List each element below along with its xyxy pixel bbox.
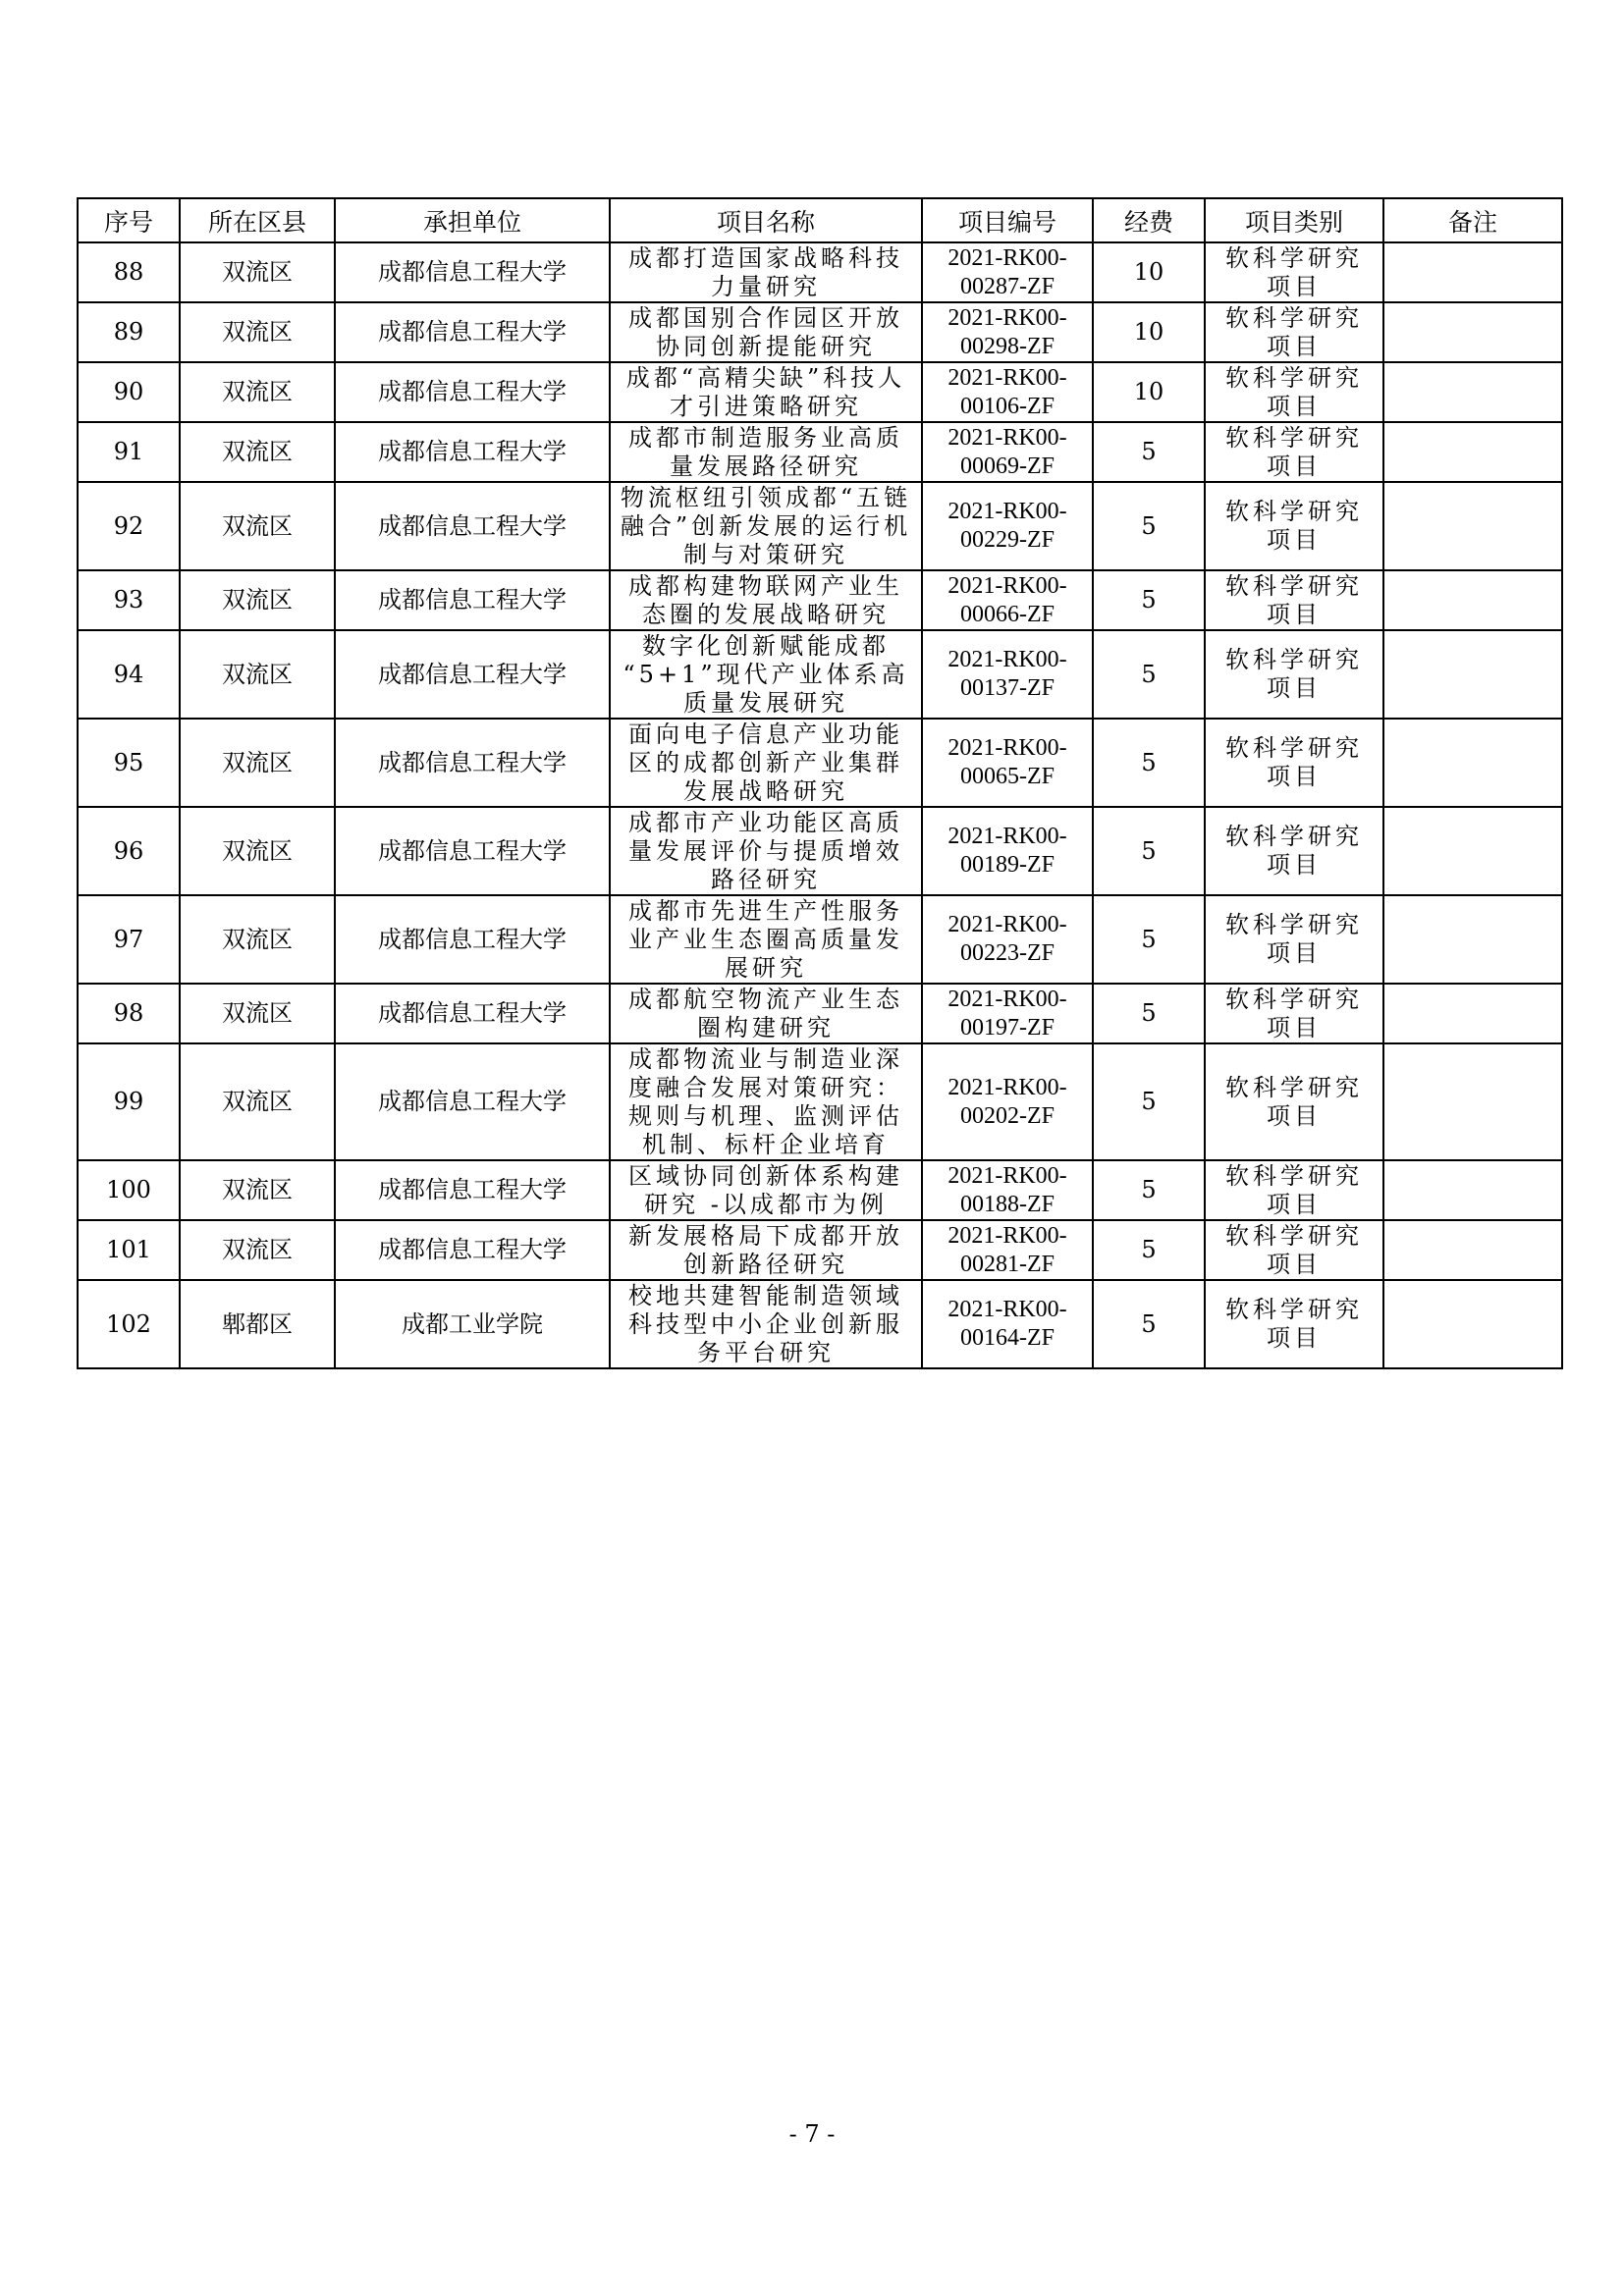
cell-category [1205, 807, 1383, 895]
cell-funds: 5 [1093, 984, 1205, 1043]
cell-project-code-line: 00197-ZF [960, 1014, 1055, 1041]
cell-project-name-line: 创新路径研究 [683, 1250, 848, 1278]
cell-category-line: 项目 [1267, 392, 1322, 420]
cell-notes [1383, 895, 1562, 984]
cell-district: 双流区 [180, 1043, 335, 1160]
cell-project-code-line: 00164-ZF [960, 1325, 1055, 1351]
cell-notes [1383, 482, 1562, 570]
cell-category-line: 项目 [1267, 526, 1322, 554]
cell-project-name [610, 1160, 922, 1220]
cell-serial: 88 [78, 242, 180, 302]
table-body [78, 242, 1562, 1368]
cell-project-name [610, 630, 922, 719]
cell-project-name-line: 成都市制造服务业高质 [628, 423, 903, 452]
cell-category-line: 项目 [1267, 939, 1322, 967]
cell-unit: 成都信息工程大学 [335, 1160, 610, 1220]
cell-project-name-line: 科技型中小企业创新服 [628, 1309, 903, 1338]
table-row [78, 1043, 1562, 1160]
cell-project-code-line: 2021-RK00- [947, 304, 1067, 331]
cell-project-code [922, 1043, 1093, 1160]
table-row [78, 1220, 1562, 1280]
cell-project-name-line: 成都“高精尖缺”科技人 [625, 363, 906, 392]
cell-project-code [922, 482, 1093, 570]
cell-project-name [610, 1280, 922, 1368]
table-row [78, 482, 1562, 570]
cell-unit: 成都工业学院 [335, 1280, 610, 1368]
cell-category-line: 软科学研究 [1225, 1073, 1363, 1101]
cell-project-code-line: 2021-RK00- [947, 1162, 1067, 1189]
cell-unit: 成都信息工程大学 [335, 1043, 610, 1160]
header-funds: 经费 [1093, 198, 1205, 242]
cell-project-code-line: 00069-ZF [960, 453, 1055, 479]
cell-category [1205, 984, 1383, 1043]
cell-serial: 95 [78, 719, 180, 807]
cell-district: 双流区 [180, 1160, 335, 1220]
cell-category-line: 软科学研究 [1225, 498, 1363, 525]
cell-project-name-line: 圈构建研究 [697, 1013, 835, 1041]
cell-category-line: 软科学研究 [1225, 1221, 1363, 1250]
cell-project-code [922, 984, 1093, 1043]
cell-category-line: 软科学研究 [1225, 423, 1363, 452]
cell-project-code [922, 242, 1093, 302]
cell-project-name-line: 研究 -以成都市为例 [644, 1190, 888, 1218]
cell-category-line: 软科学研究 [1225, 734, 1363, 762]
cell-notes [1383, 1160, 1562, 1220]
cell-unit: 成都信息工程大学 [335, 895, 610, 984]
cell-category [1205, 482, 1383, 570]
cell-project-code-line: 00298-ZF [960, 333, 1055, 359]
cell-project-name-line: 发展战略研究 [683, 776, 848, 805]
header-serial: 序号 [78, 198, 180, 242]
header-project-code: 项目编号 [922, 198, 1093, 242]
cell-project-code-line: 2021-RK00- [947, 735, 1067, 761]
cell-project-code [922, 1220, 1093, 1280]
cell-project-code-line: 2021-RK00- [947, 986, 1067, 1012]
cell-funds: 10 [1093, 362, 1205, 422]
cell-serial: 91 [78, 422, 180, 482]
cell-notes [1383, 362, 1562, 422]
cell-project-name-line: 成都构建物联网产业生 [628, 571, 903, 600]
cell-project-name [610, 482, 922, 570]
cell-notes [1383, 719, 1562, 807]
cell-funds: 5 [1093, 807, 1205, 895]
cell-project-name [610, 719, 922, 807]
cell-project-code [922, 422, 1093, 482]
table-row [78, 422, 1562, 482]
cell-serial: 97 [78, 895, 180, 984]
cell-project-code-line: 00137-ZF [960, 675, 1055, 701]
cell-project-name-line: 度融合发展对策研究： [628, 1073, 903, 1101]
cell-category-line: 项目 [1267, 851, 1322, 879]
cell-category-line: 软科学研究 [1225, 363, 1363, 392]
cell-funds: 5 [1093, 1220, 1205, 1280]
cell-project-code-line: 2021-RK00- [947, 1074, 1067, 1100]
cell-category-line: 软科学研究 [1225, 1296, 1363, 1323]
cell-project-name-line: 数字化创新赋能成都 [642, 631, 890, 660]
cell-project-name-line: 面向电子信息产业功能 [628, 720, 903, 748]
cell-district: 双流区 [180, 570, 335, 630]
cell-project-name [610, 1043, 922, 1160]
cell-category-line: 项目 [1267, 1250, 1322, 1278]
cell-project-name-line: 成都物流业与制造业深 [628, 1044, 903, 1073]
cell-project-code-line: 2021-RK00- [947, 499, 1067, 524]
cell-funds: 5 [1093, 895, 1205, 984]
cell-project-name-line: 量发展评价与提质增效 [628, 836, 903, 865]
cell-project-code [922, 807, 1093, 895]
cell-project-code [922, 895, 1093, 984]
cell-category-line: 软科学研究 [1225, 571, 1363, 600]
cell-project-name-line: 力量研究 [711, 272, 821, 300]
cell-unit: 成都信息工程大学 [335, 1220, 610, 1280]
cell-project-name-line: 融合”创新发展的运行机 [620, 511, 912, 540]
cell-category-line: 项目 [1267, 674, 1322, 702]
cell-serial: 94 [78, 630, 180, 719]
cell-serial: 89 [78, 302, 180, 362]
cell-project-code-line: 2021-RK00- [947, 424, 1067, 451]
cell-project-name [610, 807, 922, 895]
table-row [78, 1160, 1562, 1220]
cell-project-code-line: 00106-ZF [960, 393, 1055, 419]
cell-funds: 5 [1093, 570, 1205, 630]
cell-category-line: 软科学研究 [1225, 303, 1363, 332]
cell-project-name [610, 895, 922, 984]
cell-district: 双流区 [180, 895, 335, 984]
cell-project-name [610, 1220, 922, 1280]
cell-district: 双流区 [180, 630, 335, 719]
table-row [78, 570, 1562, 630]
cell-category [1205, 302, 1383, 362]
cell-project-name-line: 区的成都创新产业集群 [628, 748, 903, 776]
cell-district: 双流区 [180, 362, 335, 422]
cell-project-code [922, 362, 1093, 422]
cell-project-name-line: 成都打造国家战略科技 [628, 243, 903, 272]
cell-unit: 成都信息工程大学 [335, 362, 610, 422]
cell-unit: 成都信息工程大学 [335, 242, 610, 302]
project-table [77, 197, 1563, 1369]
cell-category [1205, 719, 1383, 807]
cell-category [1205, 1160, 1383, 1220]
cell-category-line: 项目 [1267, 1190, 1322, 1218]
cell-project-code-line: 00065-ZF [960, 764, 1055, 789]
cell-serial: 93 [78, 570, 180, 630]
cell-project-name-line: 物流枢纽引领成都“五链 [620, 483, 912, 511]
cell-project-code-line: 2021-RK00- [947, 647, 1067, 672]
cell-serial: 101 [78, 1220, 180, 1280]
cell-category [1205, 362, 1383, 422]
cell-unit: 成都信息工程大学 [335, 630, 610, 719]
cell-project-name-line: 成都航空物流产业生态 [628, 985, 903, 1013]
cell-project-name-line: 校地共建智能制造领域 [628, 1281, 903, 1309]
cell-category [1205, 242, 1383, 302]
table-row [78, 719, 1562, 807]
cell-serial: 98 [78, 984, 180, 1043]
cell-district: 双流区 [180, 1220, 335, 1280]
cell-notes [1383, 1220, 1562, 1280]
cell-project-name-line: 成都国别合作园区开放 [628, 303, 903, 332]
cell-notes [1383, 984, 1562, 1043]
cell-category-line: 项目 [1267, 763, 1322, 790]
cell-project-code-line: 00188-ZF [960, 1191, 1055, 1217]
cell-project-code [922, 719, 1093, 807]
cell-project-code-line: 00281-ZF [960, 1251, 1055, 1277]
cell-category [1205, 570, 1383, 630]
cell-category-line: 软科学研究 [1225, 823, 1363, 850]
cell-project-name-line: 规则与机理、监测评估 [628, 1101, 903, 1130]
cell-notes [1383, 422, 1562, 482]
cell-project-name-line: 区域协同创新体系构建 [628, 1161, 903, 1190]
cell-category [1205, 1220, 1383, 1280]
cell-category [1205, 1043, 1383, 1160]
cell-category-line: 软科学研究 [1225, 243, 1363, 272]
cell-funds: 5 [1093, 482, 1205, 570]
cell-project-name-line: 新发展格局下成都开放 [628, 1221, 903, 1250]
cell-category-line: 项目 [1267, 1013, 1322, 1041]
cell-category-line: 项目 [1267, 600, 1322, 628]
cell-serial: 92 [78, 482, 180, 570]
cell-funds: 10 [1093, 242, 1205, 302]
cell-serial: 90 [78, 362, 180, 422]
cell-project-name-line: 态圈的发展战略研究 [642, 600, 890, 628]
cell-project-name-line: 成都市产业功能区高质 [628, 808, 903, 836]
cell-serial: 100 [78, 1160, 180, 1220]
cell-funds: 10 [1093, 302, 1205, 362]
table-row [78, 984, 1562, 1043]
cell-category-line: 软科学研究 [1225, 646, 1363, 673]
cell-project-code-line: 2021-RK00- [947, 572, 1067, 599]
cell-project-name [610, 242, 922, 302]
cell-district: 双流区 [180, 422, 335, 482]
cell-funds: 5 [1093, 422, 1205, 482]
header-unit: 承担单位 [335, 198, 610, 242]
cell-serial: 96 [78, 807, 180, 895]
table-row [78, 242, 1562, 302]
cell-project-code-line: 00066-ZF [960, 601, 1055, 627]
cell-project-name-line: 业产业生态圈高质量发 [628, 925, 903, 953]
cell-unit: 成都信息工程大学 [335, 807, 610, 895]
table-header-row [78, 198, 1562, 242]
cell-project-code-line: 2021-RK00- [947, 1222, 1067, 1249]
cell-project-name-line: 量发展路径研究 [670, 452, 862, 480]
cell-district: 郫都区 [180, 1280, 335, 1368]
cell-district: 双流区 [180, 719, 335, 807]
cell-notes [1383, 570, 1562, 630]
cell-category-line: 软科学研究 [1225, 985, 1363, 1013]
cell-project-code-line: 2021-RK00- [947, 1297, 1067, 1322]
cell-project-code [922, 302, 1093, 362]
cell-unit: 成都信息工程大学 [335, 570, 610, 630]
cell-project-name-line: 机制、标杆企业培育 [642, 1130, 890, 1158]
table-row [78, 362, 1562, 422]
cell-category-line: 项目 [1267, 1101, 1322, 1130]
cell-project-code [922, 1280, 1093, 1368]
cell-notes [1383, 807, 1562, 895]
cell-serial: 99 [78, 1043, 180, 1160]
cell-project-name [610, 422, 922, 482]
cell-funds: 5 [1093, 1280, 1205, 1368]
cell-notes [1383, 1043, 1562, 1160]
cell-category [1205, 630, 1383, 719]
cell-funds: 5 [1093, 630, 1205, 719]
cell-district: 双流区 [180, 984, 335, 1043]
cell-funds: 5 [1093, 719, 1205, 807]
page-number: - 7 - [788, 2120, 836, 2148]
header-category: 项目类别 [1205, 198, 1383, 242]
cell-serial: 102 [78, 1280, 180, 1368]
cell-project-name-line: 才引进策略研究 [670, 392, 862, 420]
table-row [78, 302, 1562, 362]
cell-unit: 成都信息工程大学 [335, 482, 610, 570]
cell-project-code-line: 00202-ZF [960, 1102, 1055, 1129]
header-notes: 备注 [1383, 198, 1562, 242]
cell-category-line: 项目 [1267, 332, 1322, 360]
cell-project-name-line: “5+1”现代产业体系高 [623, 660, 909, 688]
table-row [78, 807, 1562, 895]
cell-project-code-line: 2021-RK00- [947, 912, 1067, 937]
cell-project-code-line: 00229-ZF [960, 527, 1055, 553]
cell-project-code-line: 2021-RK00- [947, 824, 1067, 849]
cell-notes [1383, 242, 1562, 302]
cell-funds: 5 [1093, 1160, 1205, 1220]
cell-project-name-line: 务平台研究 [697, 1338, 835, 1366]
cell-category-line: 软科学研究 [1225, 1161, 1363, 1190]
cell-category-line: 项目 [1267, 1324, 1322, 1352]
cell-unit: 成都信息工程大学 [335, 422, 610, 482]
table-row [78, 895, 1562, 984]
cell-category-line: 项目 [1267, 452, 1322, 480]
table-row [78, 1280, 1562, 1368]
cell-category-line: 软科学研究 [1225, 911, 1363, 938]
cell-project-name-line: 协同创新提能研究 [656, 332, 876, 360]
cell-notes [1383, 630, 1562, 719]
cell-project-code-line: 00189-ZF [960, 852, 1055, 878]
cell-unit: 成都信息工程大学 [335, 302, 610, 362]
cell-district: 双流区 [180, 302, 335, 362]
cell-funds: 5 [1093, 1043, 1205, 1160]
cell-project-code [922, 630, 1093, 719]
cell-project-name-line: 制与对策研究 [683, 540, 848, 568]
header-project-name: 项目名称 [610, 198, 922, 242]
cell-notes [1383, 302, 1562, 362]
cell-project-name-line: 展研究 [725, 953, 807, 982]
cell-project-code-line: 00223-ZF [960, 940, 1055, 966]
cell-project-name [610, 362, 922, 422]
cell-district: 双流区 [180, 482, 335, 570]
cell-project-code-line: 00287-ZF [960, 273, 1055, 299]
cell-category [1205, 1280, 1383, 1368]
cell-project-name [610, 302, 922, 362]
cell-unit: 成都信息工程大学 [335, 719, 610, 807]
cell-district: 双流区 [180, 242, 335, 302]
cell-category-line: 项目 [1267, 272, 1322, 300]
header-district: 所在区县 [180, 198, 335, 242]
cell-project-name [610, 570, 922, 630]
cell-project-name [610, 984, 922, 1043]
cell-project-code [922, 570, 1093, 630]
cell-project-name-line: 成都市先进生产性服务 [628, 896, 903, 925]
cell-category [1205, 422, 1383, 482]
cell-notes [1383, 1280, 1562, 1368]
cell-unit: 成都信息工程大学 [335, 984, 610, 1043]
cell-project-name-line: 路径研究 [711, 865, 821, 893]
cell-project-code [922, 1160, 1093, 1220]
cell-district: 双流区 [180, 807, 335, 895]
table-row [78, 630, 1562, 719]
cell-project-code-line: 2021-RK00- [947, 244, 1067, 271]
cell-project-name-line: 质量发展研究 [683, 688, 848, 717]
cell-project-code-line: 2021-RK00- [947, 364, 1067, 391]
cell-category [1205, 895, 1383, 984]
